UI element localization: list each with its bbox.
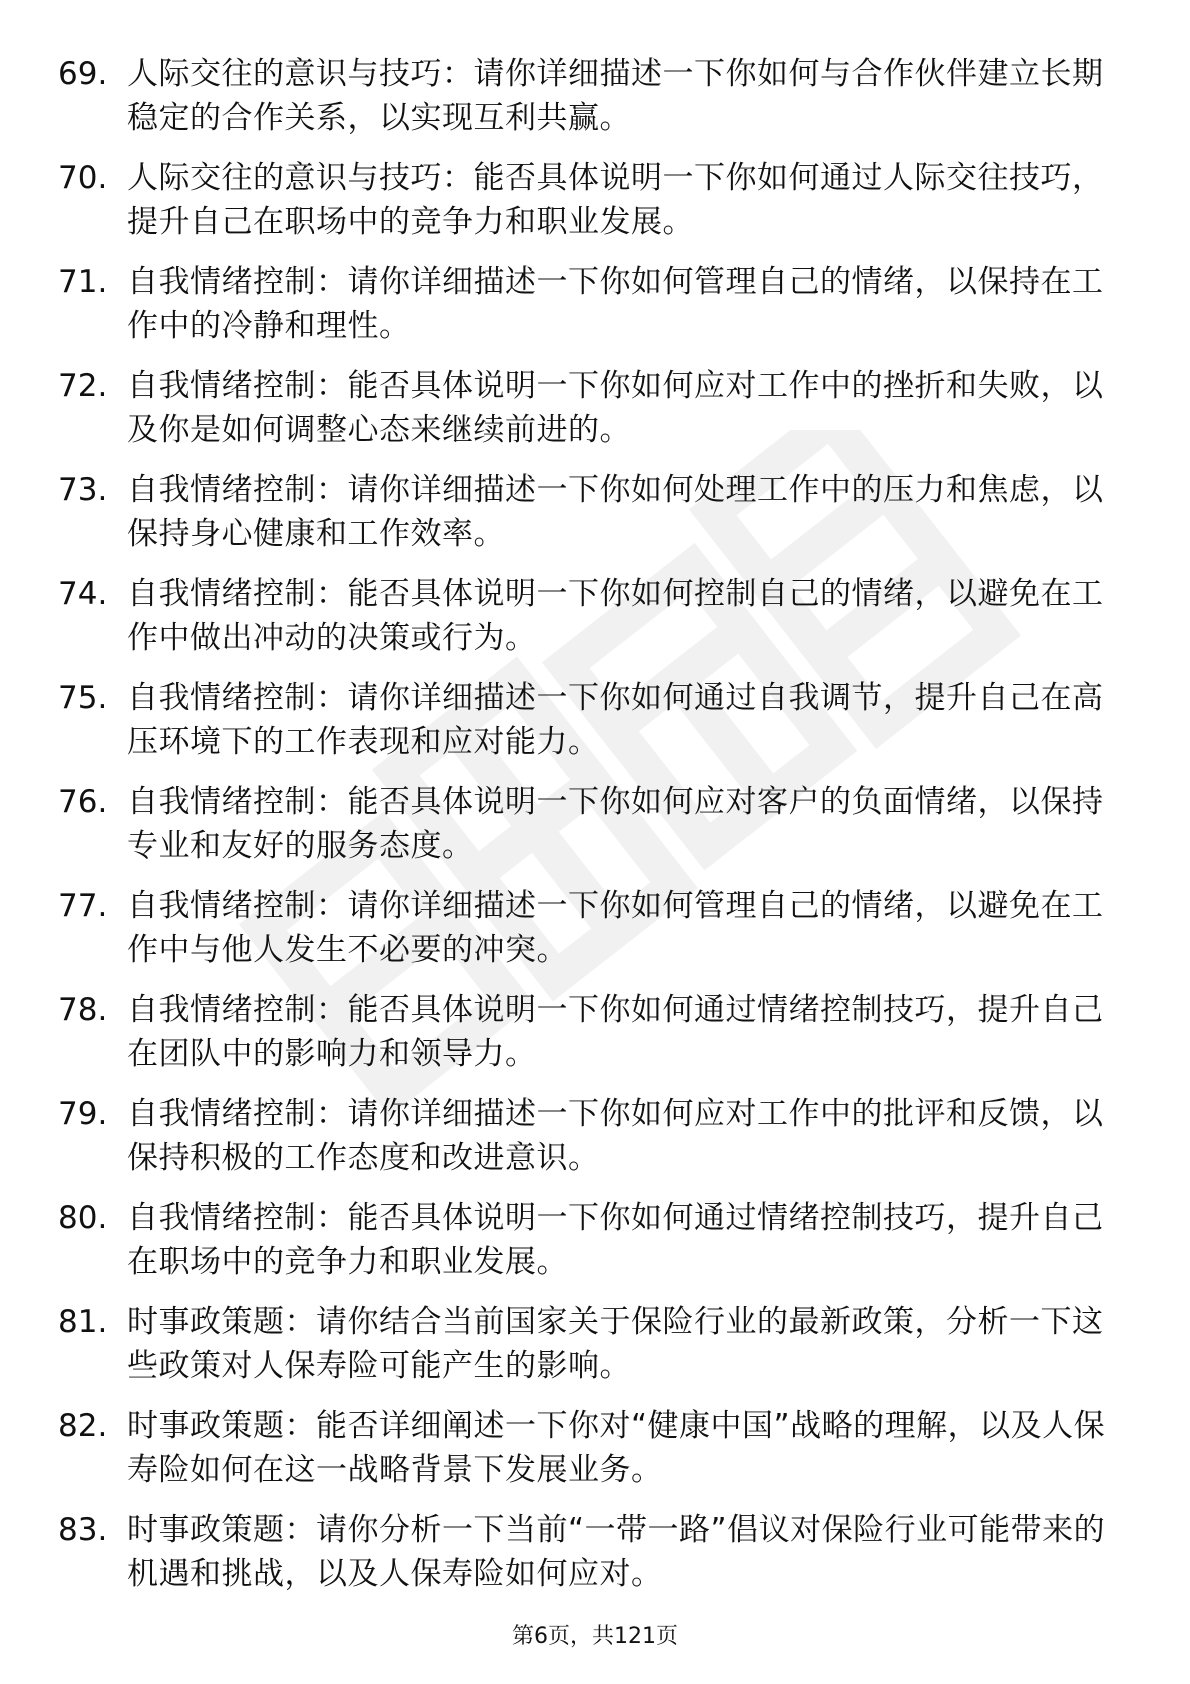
question-text: 自我情绪控制：请你详细描述一下你如何处理工作中的压力和焦虑，以保持身心健康和工作效率。: [127, 472, 1104, 552]
list-item: [0, 780, 1190, 884]
question-number: 79.: [58, 1096, 108, 1132]
question-number: 83.: [58, 1512, 108, 1548]
question-number: 80.: [58, 1200, 108, 1236]
list-item: [0, 572, 1190, 676]
list-item: [0, 1300, 1190, 1404]
list-item: [0, 156, 1190, 260]
question-text: 自我情绪控制：能否具体说明一下你如何应对客户的负面情绪，以保持专业和友好的服务态度。: [127, 784, 1104, 864]
question-text: 自我情绪控制：请你详细描述一下你如何通过自我调节，提升自己在高压环境下的工作表现和应对能力。: [127, 680, 1104, 760]
question-text: 时事政策题：请你结合当前国家关于保险行业的最新政策，分析一下这些政策对人保寿险可能产生的影响。: [127, 1304, 1104, 1384]
question-number: 70.: [58, 160, 108, 196]
question-list: [0, 52, 1190, 1612]
list-item: [0, 1404, 1190, 1508]
question-text: 自我情绪控制：请你详细描述一下你如何管理自己的情绪，以保持在工作中的冷静和理性。: [127, 264, 1104, 344]
question-number: 72.: [58, 368, 108, 404]
list-item: [0, 676, 1190, 780]
question-text: 自我情绪控制：请你详细描述一下你如何应对工作中的批评和反馈，以保持积极的工作态度和改进意识。: [127, 1096, 1104, 1176]
question-text: 自我情绪控制：请你详细描述一下你如何管理自己的情绪，以避免在工作中与他人发生不必要的冲突。: [127, 888, 1104, 968]
list-item: [0, 1196, 1190, 1300]
list-item: [0, 884, 1190, 988]
question-text: 时事政策题：能否详细阐述一下你对“健康中国”战略的理解，以及人保寿险如何在这一战略背景下发展业务。: [127, 1408, 1106, 1488]
question-number: 81.: [58, 1304, 108, 1340]
question-text: 自我情绪控制：能否具体说明一下你如何通过情绪控制技巧，提升自己在团队中的影响力和领导力。: [127, 992, 1104, 1072]
question-text: 自我情绪控制：能否具体说明一下你如何应对工作中的挫折和失败，以及你是如何调整心态来继续前进的。: [127, 368, 1104, 448]
list-item: [0, 364, 1190, 468]
question-number: 77.: [58, 888, 108, 924]
question-number: 71.: [58, 264, 108, 300]
question-number: 75.: [58, 680, 108, 716]
question-number: 74.: [58, 576, 108, 612]
question-text: 人际交往的意识与技巧：能否具体说明一下你如何通过人际交往技巧，提升自己在职场中的竞争力和职业发展。: [127, 160, 1104, 240]
question-number: 69.: [58, 56, 108, 92]
question-text: 自我情绪控制：能否具体说明一下你如何控制自己的情绪，以避免在工作中做出冲动的决策或行为。: [127, 576, 1104, 656]
list-item: [0, 52, 1190, 156]
list-item: [0, 988, 1190, 1092]
list-item: [0, 1092, 1190, 1196]
question-number: 82.: [58, 1408, 108, 1444]
list-item: [0, 468, 1190, 572]
question-number: 76.: [58, 784, 108, 820]
list-item: [0, 1508, 1190, 1612]
question-number: 78.: [58, 992, 108, 1028]
page-number-footer: 第6页，共121页: [512, 1624, 678, 1649]
question-text: 自我情绪控制：能否具体说明一下你如何通过情绪控制技巧，提升自己在职场中的竞争力和职业发展。: [127, 1200, 1104, 1280]
question-text: 人际交往的意识与技巧：请你详细描述一下你如何与合作伙伴建立长期稳定的合作关系，以实现互利共赢。: [127, 56, 1104, 136]
list-item: [0, 260, 1190, 364]
question-text: 时事政策题：请你分析一下当前“一带一路”倡议对保险行业可能带来的机遇和挑战，以及人保寿险如何应对。: [127, 1512, 1106, 1592]
question-number: 73.: [58, 472, 108, 508]
